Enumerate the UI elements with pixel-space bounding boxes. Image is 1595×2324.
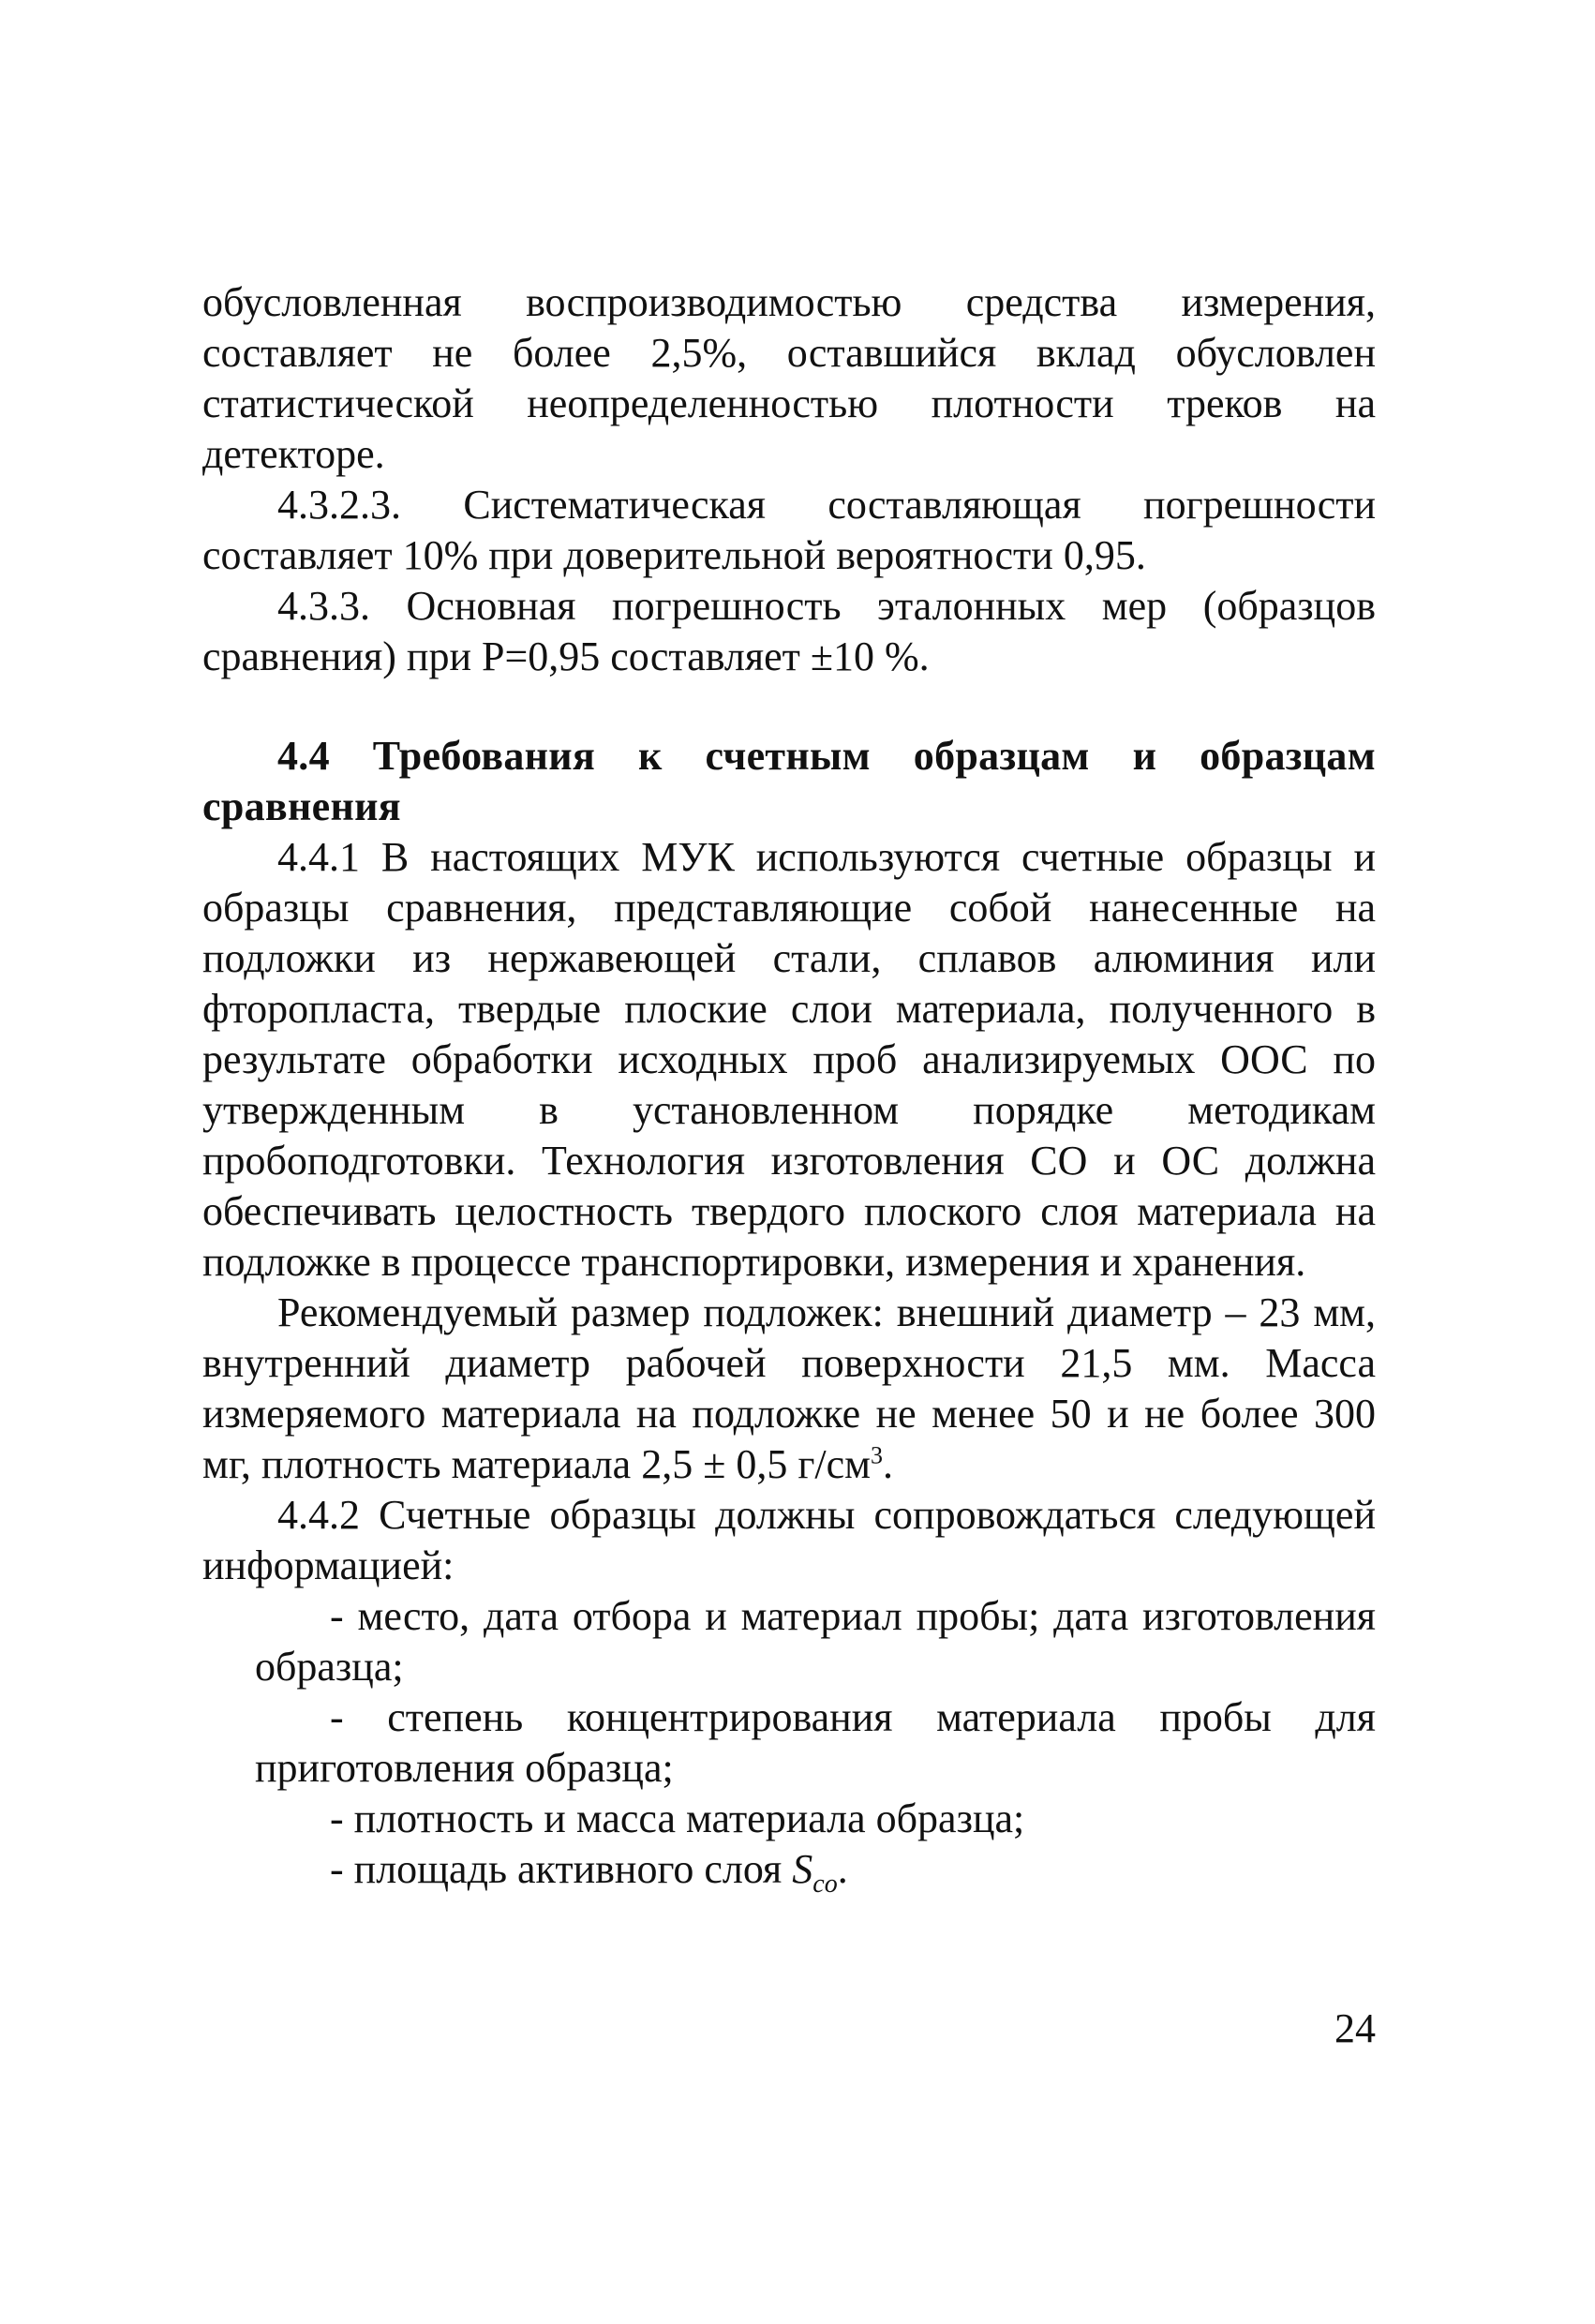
paragraph-substrate-size (202, 1288, 1376, 1490)
active-layer-suffix: . (837, 1846, 848, 1892)
substrate-size-text: Рекомендуемый размер подложек: внешний диаметр – 23 мм, внутренний диаметр рабочей поверхности 21,5 мм. Масса измеряемого материала на подложке не менее 50 и не более 300 мг, плотность материала 2,5 ± 0,5 г/см (202, 1289, 1376, 1487)
list-item-active-layer (255, 1844, 1376, 1899)
list-item: - место, дата отбора и материал пробы; дата изготовления образца; (255, 1593, 1376, 1690)
cubic-superscript: 3 (870, 1441, 883, 1469)
active-layer-symbol: S (792, 1846, 813, 1892)
substrate-size-end: . (882, 1441, 893, 1487)
paragraph-4-3-2-3: 4.3.2.3. Систематическая составляющая погрешности составляет 10% при доверительной вероятности 0,95. (202, 482, 1376, 578)
paragraph-continuation: обусловленная воспроизводимостью средства измерения, составляет не более 2,5%, оставшийся вклад обусловлен статистической неопределенностью плотности треков на детекторе. (202, 279, 1376, 477)
page-body (202, 277, 1376, 1899)
list-item: - плотность и масса материала образца; (330, 1795, 1025, 1841)
paragraph-4-4-1: 4.4.1 В настоящих МУК используются счетные образцы и образцы сравнения, представляющие собой нанесенные на подложки из нержавеющей стали, сплавов алюминия или фторопласта, твердые плоские слои материала, полученного в результате обработки исходных проб анализируемых ООС по утвержденным в установленном порядке методикам пробоподготовки. Технология изготовления СО и ОС должна обеспечивать целостность твердого плоского слоя материала на подложке в процессе транспортировки, измерения и хранения. (202, 834, 1376, 1285)
section-heading-4-4: 4.4 Требования к счетным образцам и образцам сравнения (202, 733, 1376, 829)
paragraph-4-3-3: 4.3.3. Основная погрешность эталонных мер (образцов сравнения) при Р=0,95 составляет ±10 %. (202, 583, 1376, 679)
paragraph-4-4-2: 4.4.2 Счетные образцы должны сопровождаться следующей информацией: (202, 1492, 1376, 1588)
list-item: - степень концентрирования материала пробы для приготовления образца; (255, 1694, 1376, 1791)
active-layer-subscript: co (812, 1869, 838, 1899)
active-layer-prefix: - площадь активного слоя (330, 1846, 793, 1892)
page-number: 24 (1334, 2005, 1376, 2051)
